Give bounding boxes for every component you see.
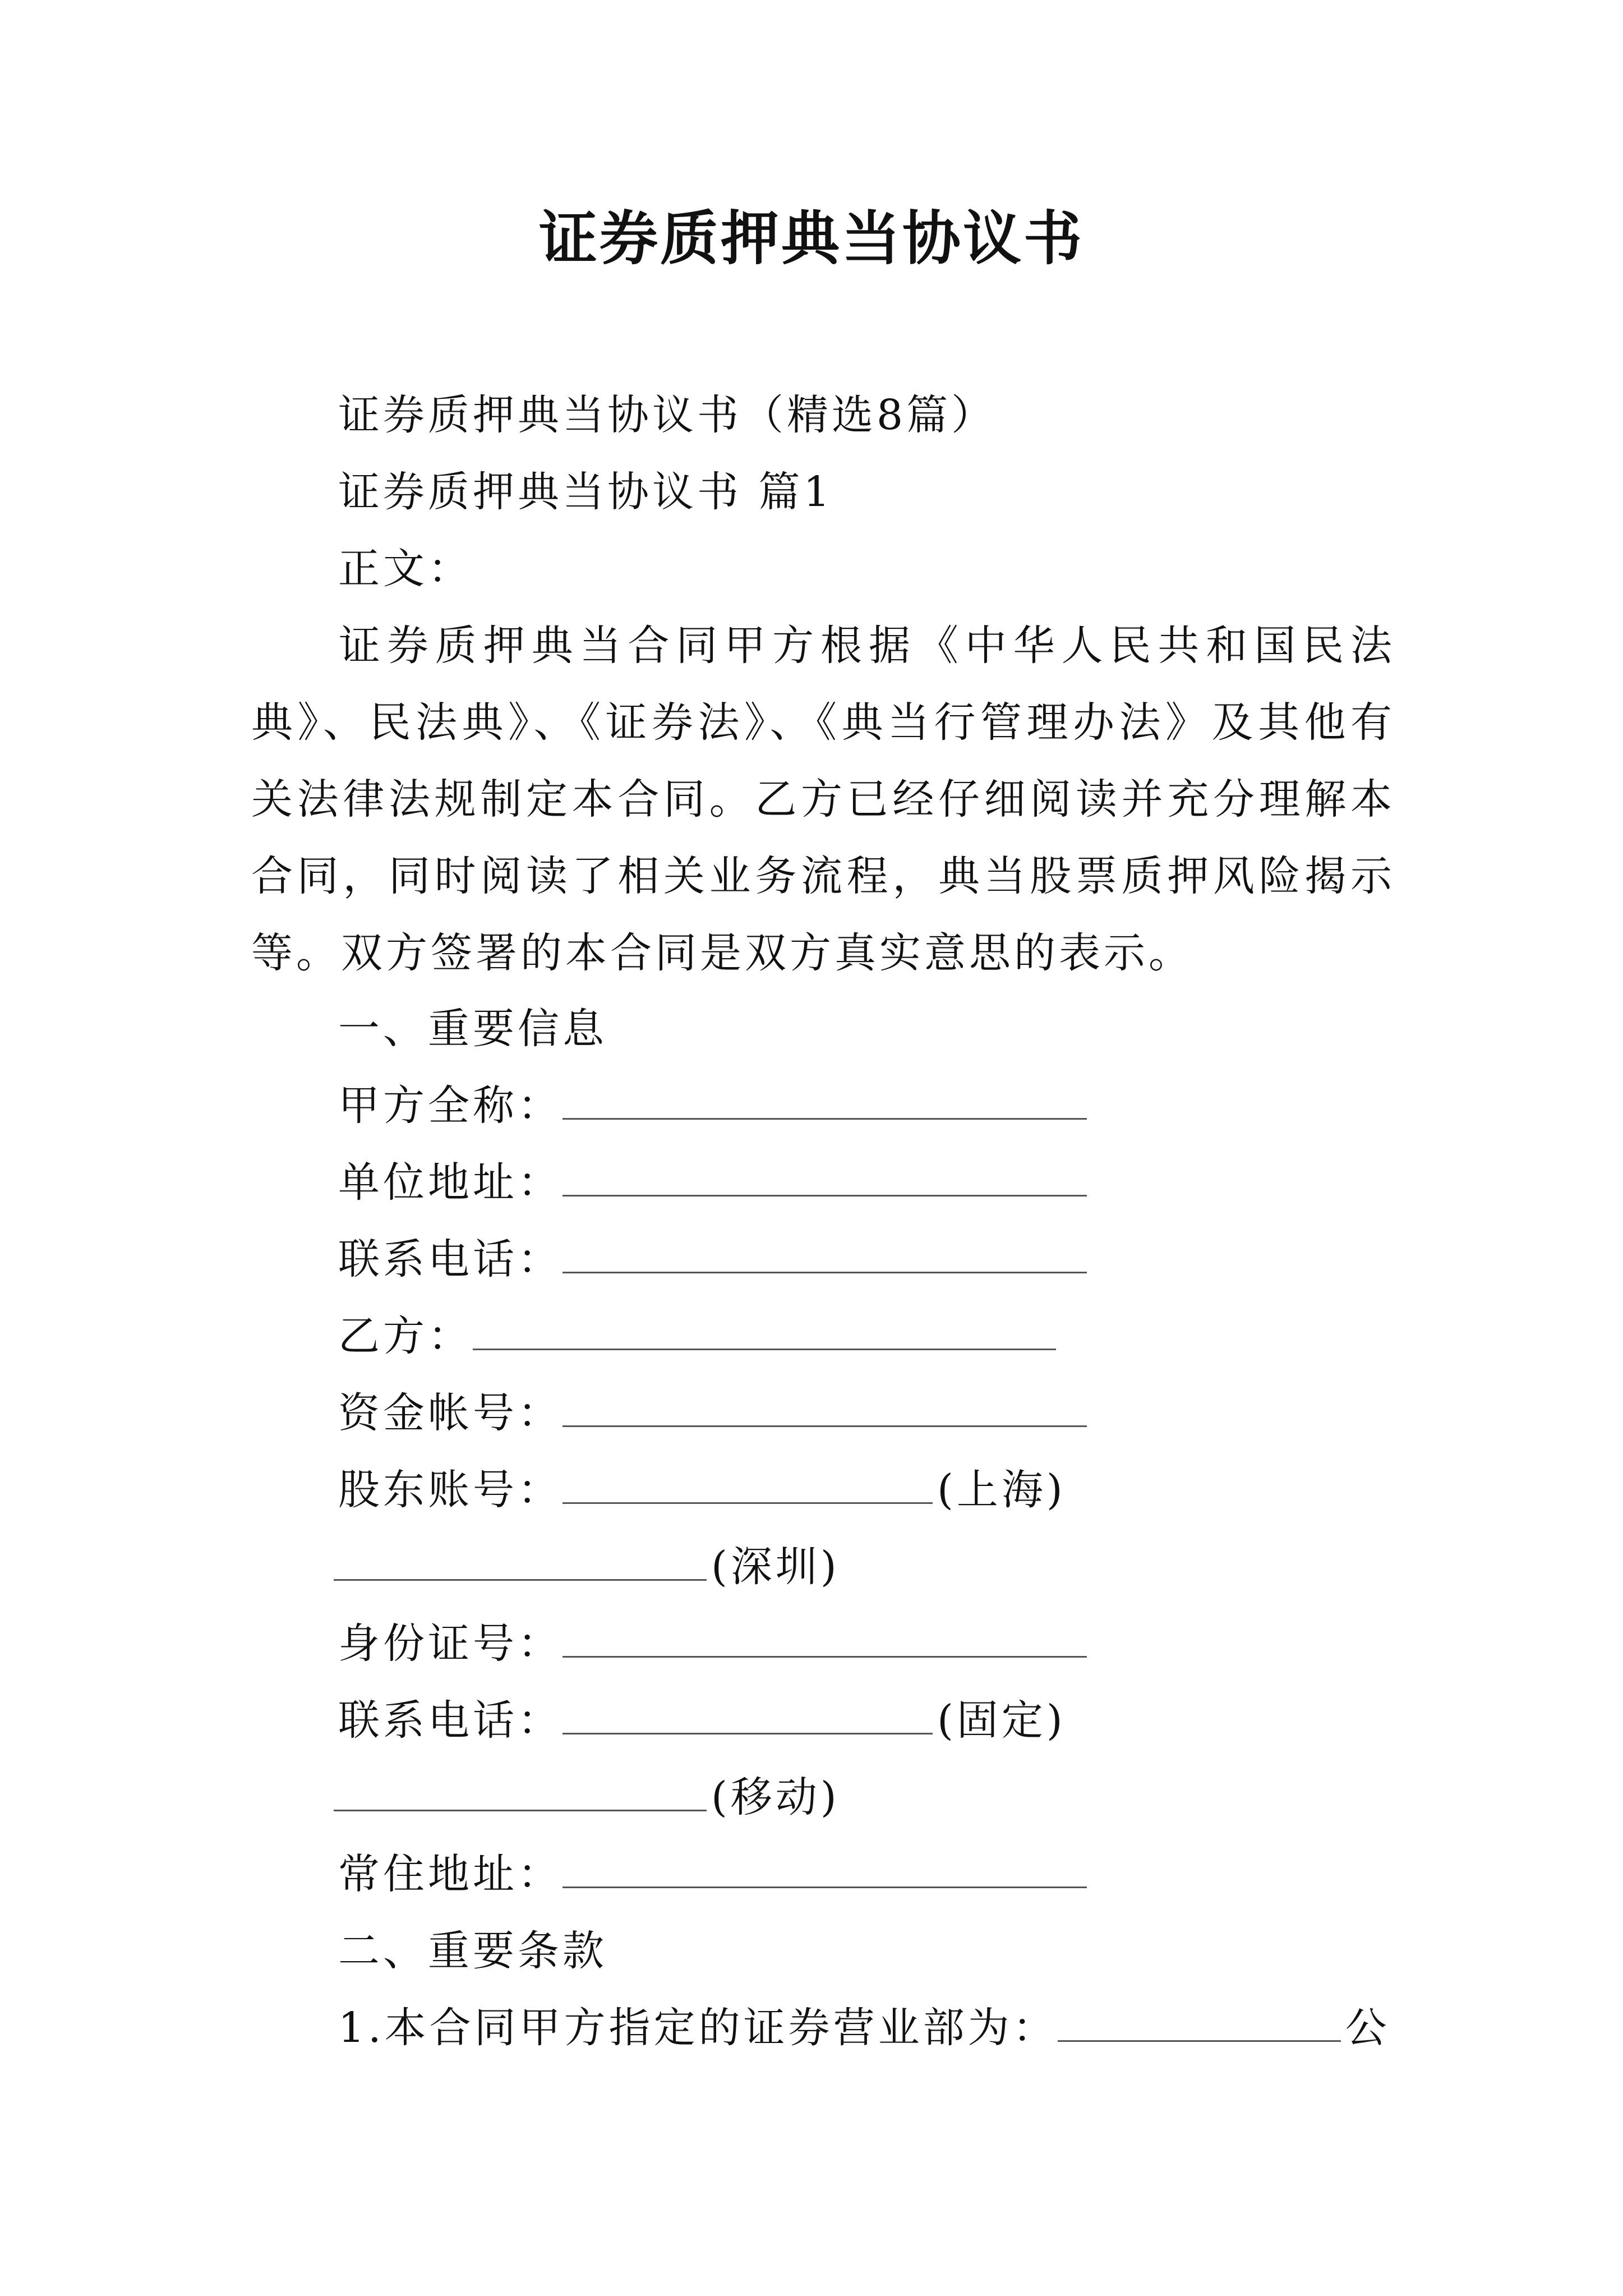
unit-address-blank bbox=[562, 1160, 1087, 1197]
fixed-label: (固定) bbox=[937, 1696, 1066, 1745]
phone-blank-1 bbox=[562, 1237, 1087, 1273]
document-title: 证券质押典当协议书 bbox=[538, 204, 1084, 273]
shenzhen-row bbox=[334, 1539, 840, 1595]
phone-label-1: 联系电话： bbox=[338, 1235, 562, 1283]
part2-heading: 二、重要条款 bbox=[338, 1927, 607, 1975]
shenzhen-label: (深圳) bbox=[711, 1543, 840, 1591]
party-a-name-row bbox=[338, 1078, 1087, 1134]
mobile-phone-blank bbox=[334, 1775, 707, 1811]
party-a-name-label: 甲方全称： bbox=[338, 1082, 562, 1130]
unit-address-label: 单位地址： bbox=[338, 1158, 562, 1207]
residence-address-label: 常住地址： bbox=[338, 1850, 562, 1898]
phone-label-2: 联系电话： bbox=[338, 1696, 562, 1745]
unit-address-row bbox=[338, 1154, 1087, 1211]
party-b-row bbox=[338, 1308, 1056, 1364]
party-a-name-blank bbox=[562, 1083, 1087, 1120]
party-b-label: 乙方： bbox=[338, 1312, 473, 1360]
id-number-blank bbox=[562, 1621, 1087, 1658]
residence-address-blank bbox=[562, 1852, 1087, 1888]
shanghai-label: (上海) bbox=[937, 1466, 1066, 1514]
clause-1-row bbox=[338, 2000, 1390, 2056]
fixed-phone-blank bbox=[562, 1698, 933, 1734]
mobile-row bbox=[334, 1769, 840, 1825]
phone-row-2 bbox=[338, 1692, 1066, 1749]
fund-account-row bbox=[338, 1385, 1087, 1441]
party-b-blank bbox=[473, 1314, 1056, 1350]
intro-paragraph: 证券质押典当合同甲方根据《中华人民共和国民法典》、民法典》、《证券法》、《典当行管理办法》及其他有关法律法规制定本合同。乙方已经仔细阅读并充分理解本合同，同时阅读了相关业务流程，典当股票质押风险揭示等。双方签署的本合同是双方真实意思的表示。 bbox=[251, 622, 1395, 977]
phone-row-1 bbox=[338, 1231, 1087, 1287]
shanghai-account-blank bbox=[562, 1467, 933, 1504]
fund-account-label: 资金帐号： bbox=[338, 1389, 562, 1437]
body-label: 正文： bbox=[338, 545, 473, 593]
residence-address-row bbox=[338, 1846, 1087, 1902]
id-number-row bbox=[338, 1616, 1087, 1672]
section-heading: 证券质押典当协议书 篇1 bbox=[338, 468, 833, 516]
shenzhen-account-blank bbox=[334, 1544, 707, 1581]
shareholder-account-label: 股东账号： bbox=[338, 1466, 562, 1514]
securities-branch-blank bbox=[1058, 2005, 1341, 2042]
fund-account-blank bbox=[562, 1391, 1087, 1427]
part1-heading: 一、重要信息 bbox=[338, 1005, 607, 1053]
clause-1-suffix: 公 bbox=[1345, 2004, 1390, 2052]
shareholder-account-row bbox=[338, 1462, 1066, 1518]
mobile-label: (移动) bbox=[711, 1773, 840, 1821]
clause-1-text: 1.本合同甲方指定的证券营业部为： bbox=[338, 2004, 1058, 2052]
id-number-label: 身份证号： bbox=[338, 1619, 562, 1668]
document-subtitle: 证券质押典当协议书（精选8篇） bbox=[338, 391, 997, 439]
